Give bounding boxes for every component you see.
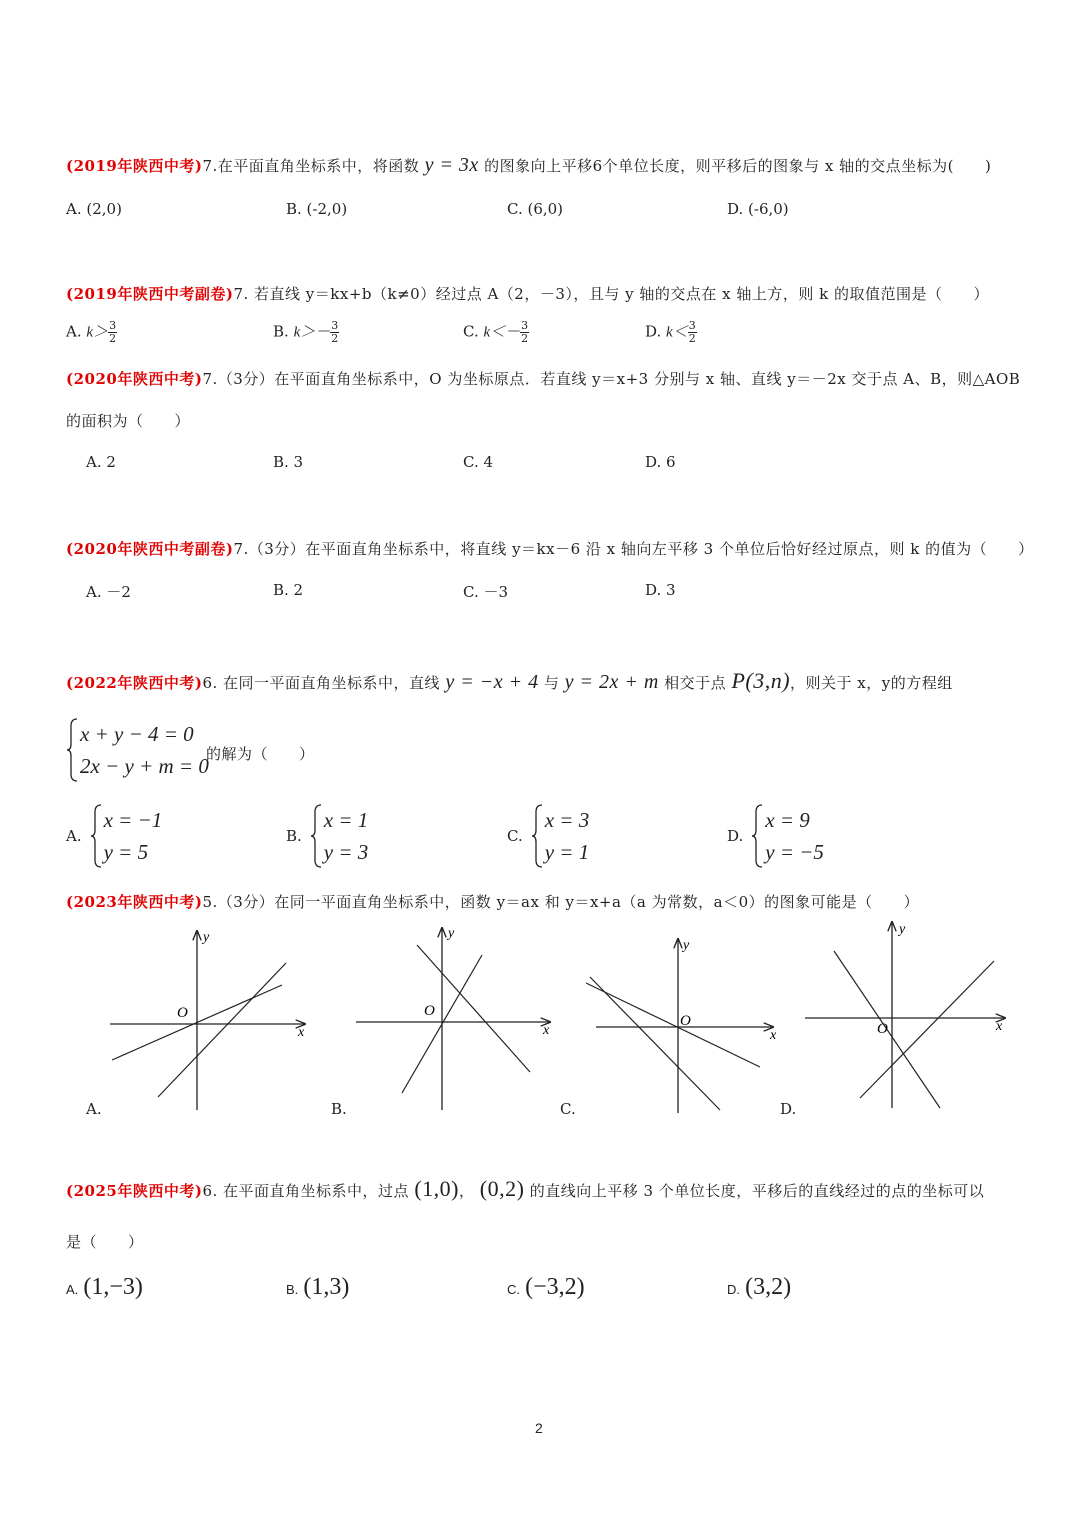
brace-icon — [66, 718, 78, 782]
option-d: D. (-6,0) — [727, 200, 789, 218]
y-axis-label: y — [899, 922, 906, 937]
question-source: (2019年陕西中考) — [66, 157, 203, 175]
option-a: A. －2 — [86, 583, 131, 601]
math-expression: y = 2x + m — [564, 671, 659, 693]
question-text: 相交于点 — [664, 674, 727, 692]
y-axis-label: y — [203, 930, 210, 945]
option-value: (1,3) — [303, 1274, 350, 1300]
question-text-cont: 的解为（ ） — [206, 745, 315, 763]
option-d — [645, 320, 697, 345]
origin-label: O — [877, 1021, 888, 1037]
graph-label-b: B. — [331, 1100, 347, 1118]
option-d: D. 6 — [645, 453, 676, 471]
question-source: (2019年陕西中考副卷) — [66, 285, 234, 303]
equation-line: x + y − 4 = 0 — [80, 722, 194, 746]
fraction: $\frac{3}{2}$ — [688, 319, 696, 345]
question-text: 7. 若直线 y＝kx+b（k≠0）经过点 A（2，－3），且与 y 轴的交点在 x 轴上方，则 k 的取值范围是（ ） — [233, 285, 990, 303]
question-source: (2025年陕西中考) — [66, 1182, 203, 1200]
question-text: ，则关于 x，y的方程组 — [790, 674, 953, 692]
option-label: C. — [507, 1282, 520, 1297]
graph-label-d: D. — [780, 1100, 797, 1118]
math-point: (1,0) — [414, 1176, 459, 1201]
option-b: B. 3 — [273, 453, 304, 471]
x-axis-label: x — [770, 1028, 777, 1043]
option-relation: k＜ — [666, 324, 688, 341]
option-a: A. 2 — [86, 453, 116, 471]
equation-line: y = 3 — [323, 840, 369, 864]
option-label: B. — [286, 827, 302, 845]
x-axis-label: x — [298, 1025, 305, 1040]
option-label: C. — [463, 322, 479, 341]
question-2022 — [66, 668, 953, 694]
equation-line: y = 5 — [103, 840, 149, 864]
option-label: D. — [645, 322, 662, 341]
question-text: 6. 在同一平面直角坐标系中，直线 — [202, 674, 441, 692]
math-expression: y = −x + 4 — [445, 671, 539, 693]
option-d — [727, 1274, 791, 1301]
equation-line: 2x − y + m = 0 — [80, 754, 209, 778]
option-relation: k＞ — [86, 324, 109, 341]
question-source: (2022年陕西中考) — [66, 674, 203, 692]
option-a: A. (2,0) — [66, 200, 122, 218]
question-text: 7.（3分）在平面直角坐标系中，将直线 y＝kx－6 沿 x 轴向左平移 3 个单位后恰好经过原点，则 k 的值为（ ） — [233, 540, 1034, 558]
equation-line: x = −1 — [103, 808, 163, 832]
brace-icon — [531, 804, 543, 868]
question-text: 5.（3分）在同一平面直角坐标系中，函数 y＝ax 和 y＝x+a（a 为常数，a＜0）的图象可能是（ ） — [202, 893, 920, 911]
equation-system — [66, 718, 209, 782]
option-a — [66, 804, 162, 868]
question-text: 7.在平面直角坐标系中，将函数 — [202, 157, 420, 175]
y-axis-label: y — [683, 938, 690, 953]
graph-label-a: A. — [86, 1100, 102, 1118]
brace-icon — [90, 804, 102, 868]
question-text: 7.（3分）在平面直角坐标系中，O 为坐标原点．若直线 y＝x+3 分别与 x 轴、直线 y＝－2x 交于点 A、B，则△AOB — [202, 370, 1021, 388]
equation-line: x = 9 — [765, 808, 810, 832]
line-x-plus-a — [590, 977, 720, 1110]
equation-line: y = 1 — [544, 840, 590, 864]
option-d — [727, 804, 824, 868]
question-2020 — [66, 368, 1020, 389]
line-ax — [586, 983, 760, 1067]
question-text: 6. 在平面直角坐标系中，过点 — [202, 1182, 410, 1200]
option-value: (1,−3) — [83, 1274, 143, 1300]
line-x-plus-a — [158, 963, 286, 1097]
question-2023 — [66, 891, 919, 912]
option-c: C. －3 — [463, 583, 509, 601]
origin-label: O — [680, 1013, 691, 1029]
option-c — [463, 320, 529, 345]
graph-c — [580, 935, 785, 1115]
option-label: A. — [66, 1282, 79, 1297]
option-relation: k＜－ — [483, 324, 521, 341]
math-point: (0,2) — [479, 1176, 525, 1201]
option-a — [66, 1274, 143, 1301]
option-label: A. — [66, 827, 82, 845]
question-text: 的图象向上平移6个单位长度，则平移后的图象与 x 轴的交点坐标为( ) — [484, 157, 992, 175]
option-label: C. — [507, 827, 523, 845]
option-a — [66, 320, 117, 345]
option-c: C. 4 — [463, 453, 494, 471]
question-2025 — [66, 1176, 984, 1202]
graph-a — [100, 925, 315, 1120]
graph-label-c: C. — [560, 1100, 576, 1118]
question-text: 与 — [543, 674, 560, 692]
option-d: D. 3 — [645, 581, 676, 599]
option-value: (3,2) — [745, 1274, 792, 1300]
option-c — [507, 1274, 585, 1301]
question-text: ， — [458, 1182, 475, 1200]
brace-icon — [310, 804, 322, 868]
option-c: C. (6,0) — [507, 200, 564, 218]
math-point: P(3,n) — [731, 668, 791, 693]
fraction: $\frac{3}{2}$ — [331, 319, 339, 345]
question-text-cont: 是（ ） — [66, 1233, 144, 1251]
math-expression: y = 3x — [424, 154, 479, 176]
option-b: B. (-2,0) — [286, 200, 348, 218]
fraction: $\frac{3}{2}$ — [521, 319, 529, 345]
question-2020-alt — [66, 538, 1034, 559]
option-relation: k＞－ — [293, 324, 331, 341]
page-number: 2 — [535, 1420, 543, 1436]
option-label: A. — [66, 322, 82, 341]
origin-label: O — [177, 1005, 188, 1021]
question-text-cont: 的面积为（ ） — [66, 412, 191, 430]
origin-label: O — [424, 1003, 435, 1019]
option-b — [286, 804, 368, 868]
option-label: D. — [727, 827, 744, 845]
graph-b — [352, 925, 562, 1120]
option-c — [507, 804, 589, 868]
x-axis-label: x — [543, 1023, 550, 1038]
question-2019-alt — [66, 283, 989, 304]
fraction: $\frac{3}{2}$ — [109, 319, 117, 345]
question-source: (2020年陕西中考副卷) — [66, 540, 234, 558]
option-b — [286, 1274, 349, 1301]
option-label: B. — [273, 322, 289, 341]
question-source: (2023年陕西中考) — [66, 893, 203, 911]
option-label: D. — [727, 1282, 740, 1297]
question-text: 的直线向上平移 3 个单位长度，平移后的直线经过的点的坐标可以 — [529, 1182, 985, 1200]
equation-line: x = 1 — [323, 808, 369, 832]
y-axis-label: y — [448, 926, 455, 941]
option-label: B. — [286, 1282, 299, 1297]
option-b: B. 2 — [273, 581, 304, 599]
brace-icon — [751, 804, 763, 868]
x-axis-label: x — [996, 1019, 1003, 1034]
equation-line: x = 3 — [544, 808, 590, 832]
question-2019 — [66, 154, 991, 177]
equation-line: y = −5 — [765, 840, 824, 864]
question-source: (2020年陕西中考) — [66, 370, 203, 388]
option-value: (−3,2) — [525, 1274, 585, 1300]
graph-d — [802, 918, 1012, 1113]
option-b — [273, 320, 339, 345]
